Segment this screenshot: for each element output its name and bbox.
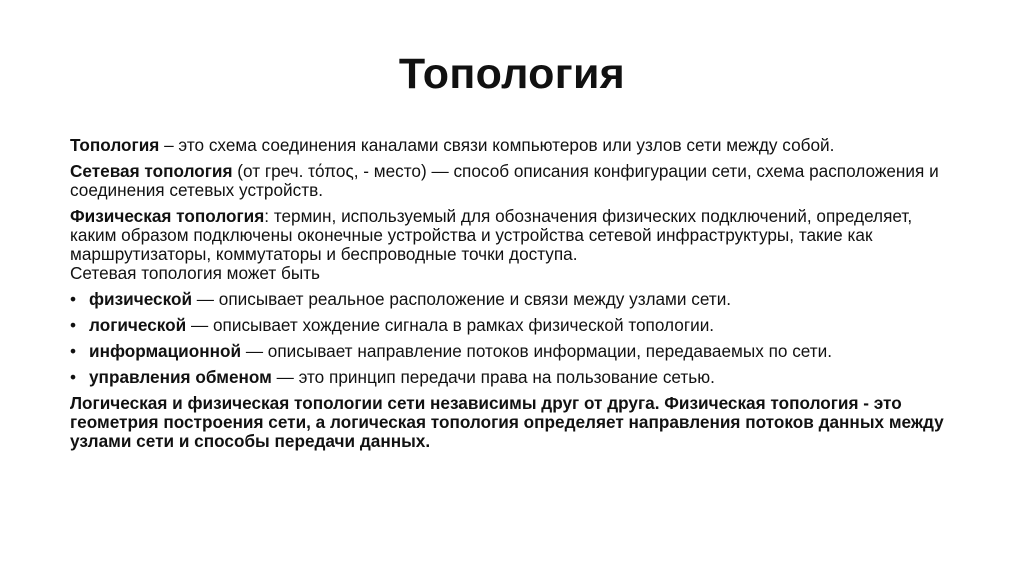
bullet-marker: • xyxy=(70,289,77,309)
bullet-text: — описывает хождение сигнала в рамках физической топологии. xyxy=(186,315,715,335)
bullet-text: — описывает реальное расположение и связи между узлами сети. xyxy=(192,289,732,309)
definition-network-topology xyxy=(70,162,950,200)
term-network-topology: Сетевая топология xyxy=(70,161,233,181)
list-item xyxy=(70,342,950,361)
conclusion-paragraph: Логическая и физическая топологии сети независимы друг от друга. Физическая топология - это геометрия построения сети, а логическая топология определяет направления потоков данных между узлами сети и способы передачи данных. xyxy=(70,393,944,451)
bullet-term: физической xyxy=(89,289,193,309)
slide-title: Топология xyxy=(398,50,626,98)
list-item xyxy=(70,316,950,335)
definition-network-topology-text: (от греч. τόπος, - место) — способ описания конфигурации сети, схема расположения и соединения сетевых устройств. xyxy=(70,161,939,200)
definition-topology xyxy=(70,136,950,155)
term-physical-topology: Физическая топология xyxy=(70,206,265,226)
slide-body xyxy=(70,136,950,458)
topology-kinds-intro: Сетевая топология может быть xyxy=(70,263,321,283)
list-item xyxy=(70,368,950,387)
bullet-term: управления обменом xyxy=(89,367,272,387)
term-topology: Топология xyxy=(70,135,160,155)
bullet-marker: • xyxy=(70,367,77,387)
definition-topology-text: – это схема соединения каналами связи компьютеров или узлов сети между собой. xyxy=(159,135,835,155)
definition-physical-topology-text: : термин, используемый для обозначения физических подключений, определяет, каким образом подключены оконечные устройства и устройства сетевой инфраструктуры, такие как маршрутизаторы, коммутаторы и беспроводные точки доступа. xyxy=(70,206,913,264)
definition-physical-topology xyxy=(70,207,950,283)
bullet-term: логической xyxy=(89,315,187,335)
list-item xyxy=(70,290,950,309)
bullet-marker: • xyxy=(70,315,77,335)
bullet-text: — описывает направление потоков информации, передаваемых по сети. xyxy=(241,341,833,361)
bullet-marker: • xyxy=(70,341,77,361)
bullet-term: информационной xyxy=(89,341,242,361)
bullet-text: — это принцип передачи права на пользование сетью. xyxy=(271,367,715,387)
